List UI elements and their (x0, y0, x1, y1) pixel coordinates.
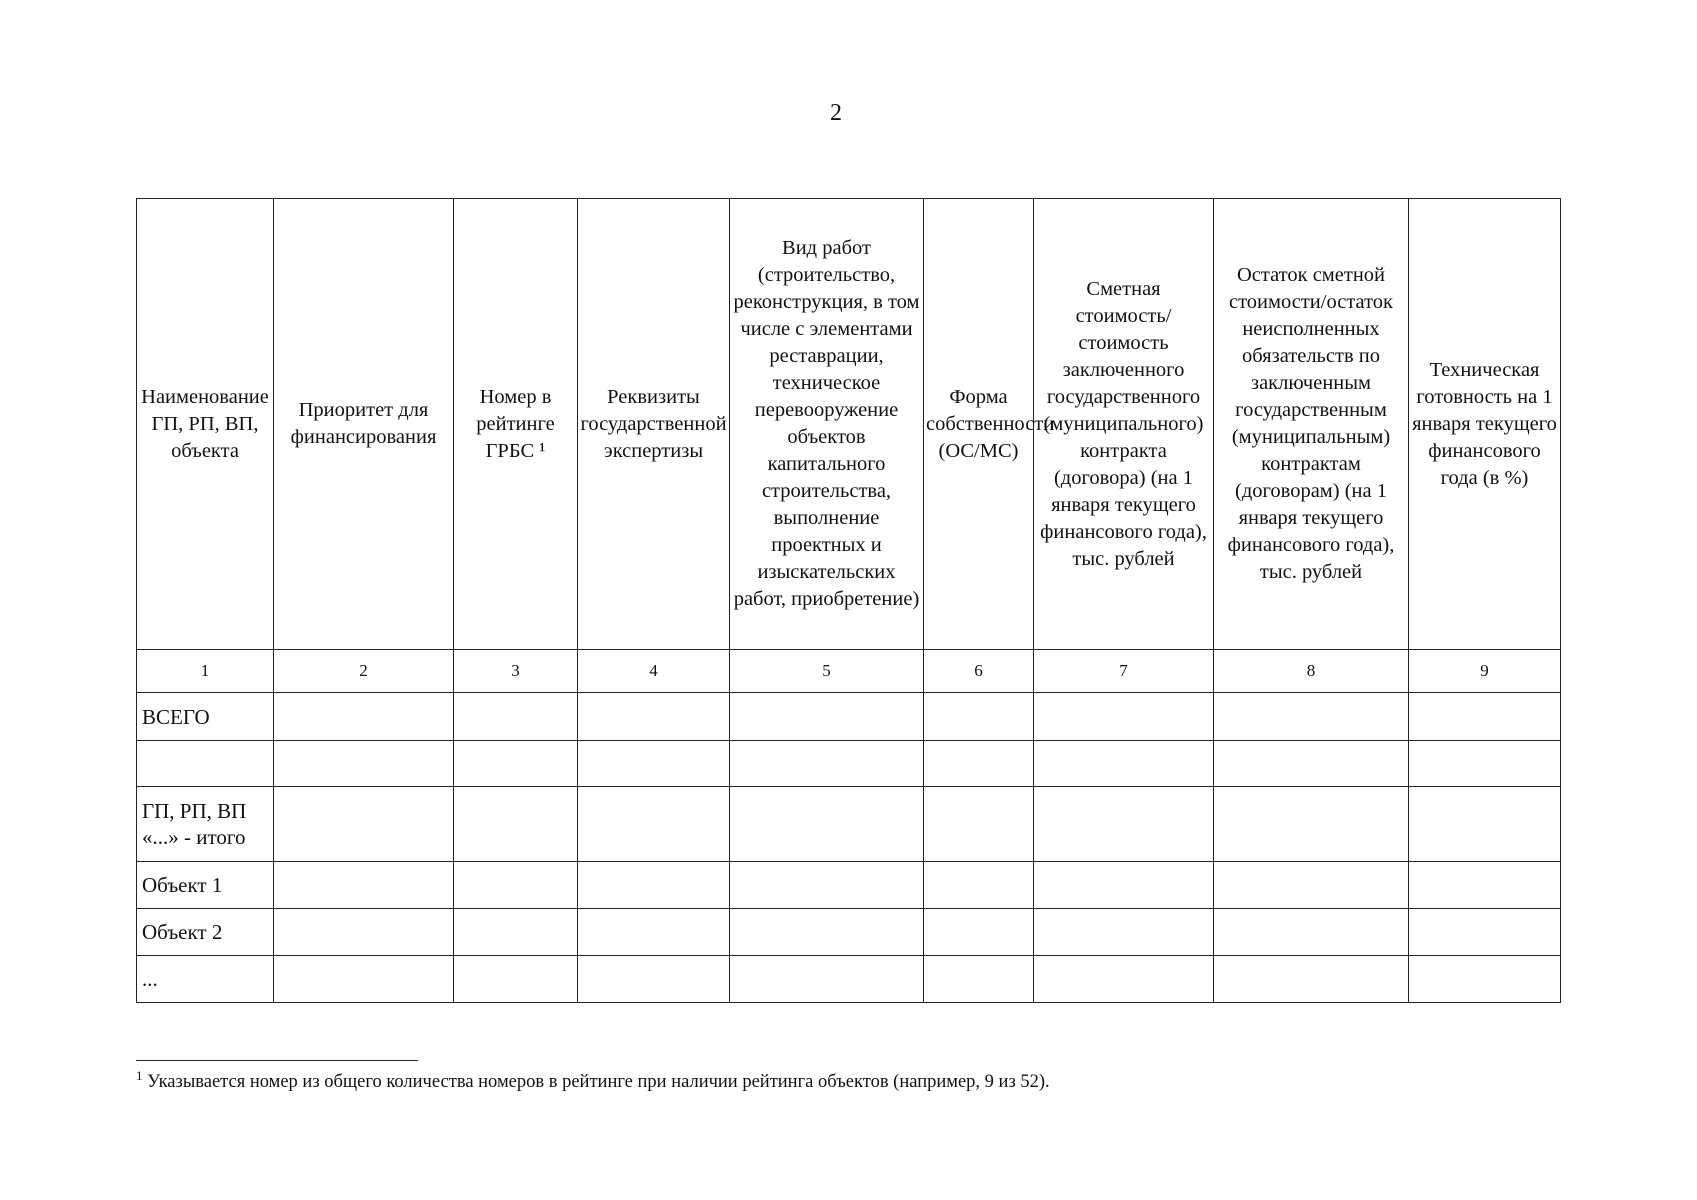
table-cell (1409, 787, 1561, 862)
header-readiness: Техническая готовность на 1 января текущего финансового года (в %) (1409, 199, 1561, 650)
column-number: 7 (1034, 650, 1214, 693)
header-expertise: Реквизиты государственной экспертизы (578, 199, 730, 650)
header-estimated-cost: Сметная стоимость/стоимость заключенного государственного (муниципального) контракта (договора) (на 1 января текущего финансового года), тыс. рублей (1034, 199, 1214, 650)
table-cell (730, 909, 924, 956)
table-cell (1409, 741, 1561, 787)
table-cell (274, 862, 454, 909)
table-cell (1034, 741, 1214, 787)
table-cell (730, 862, 924, 909)
header-priority: Приоритет для финансирования (274, 199, 454, 650)
table-cell (1409, 862, 1561, 909)
row-label: Объект 1 (137, 862, 274, 909)
footnote-mark: 1 (136, 1068, 143, 1083)
header-rating-number: Номер в рейтинге ГРБС ¹ (454, 199, 578, 650)
column-number: 5 (730, 650, 924, 693)
table-cell (1034, 787, 1214, 862)
table-cell (454, 862, 578, 909)
table-cell (1034, 909, 1214, 956)
header-ownership: Форма собственности (ОС/МС) (924, 199, 1034, 650)
table-cell (730, 741, 924, 787)
table-cell (578, 787, 730, 862)
column-number: 3 (454, 650, 578, 693)
table-cell (1214, 741, 1409, 787)
table-cell (578, 741, 730, 787)
table-row-empty (137, 741, 1561, 787)
table-cell (924, 909, 1034, 956)
table-cell (1409, 909, 1561, 956)
table-cell (1214, 787, 1409, 862)
table-row-object-2 (137, 909, 1561, 956)
footnote-divider (136, 1060, 418, 1061)
table-cell (1409, 693, 1561, 741)
table-cell (924, 956, 1034, 1003)
table-cell (1409, 956, 1561, 1003)
row-label (137, 741, 274, 787)
header-remaining-cost: Остаток сметной стоимости/остаток неисполненных обязательств по заключенным государственным (муниципальным) контрактам (договорам) (на 1 января текущего финансового года), тыс. рублей (1214, 199, 1409, 650)
table-cell (1034, 693, 1214, 741)
table-cell (578, 862, 730, 909)
table-cell (454, 787, 578, 862)
table-cell (730, 693, 924, 741)
page-number: 2 (830, 100, 842, 126)
table-cell (730, 787, 924, 862)
table-cell (274, 956, 454, 1003)
table-row-ellipsis (137, 956, 1561, 1003)
header-work-type: Вид работ (строительство, реконструкция, в том числе с элементами реставрации, техническое перевооружение объектов капитального строительства, выполнение проектных и изыскательских работ, приобретение) (730, 199, 924, 650)
table-cell (1034, 956, 1214, 1003)
table-cell (454, 741, 578, 787)
column-number-row (137, 650, 1561, 693)
column-number: 9 (1409, 650, 1561, 693)
table-row-object-1 (137, 862, 1561, 909)
column-number: 2 (274, 650, 454, 693)
table-cell (274, 693, 454, 741)
table-cell (454, 693, 578, 741)
table-cell (454, 956, 578, 1003)
column-number: 4 (578, 650, 730, 693)
table-cell (1214, 862, 1409, 909)
column-number: 1 (137, 650, 274, 693)
header-row (137, 199, 1561, 650)
objects-table (136, 198, 1561, 1003)
row-label: Объект 2 (137, 909, 274, 956)
table-cell (924, 741, 1034, 787)
table-row-total (137, 693, 1561, 741)
table-cell (578, 693, 730, 741)
table-cell (1214, 909, 1409, 956)
table-cell (1214, 693, 1409, 741)
row-label: ГП, РП, ВП «...» - итого (137, 787, 274, 862)
table-cell (578, 956, 730, 1003)
table-cell (578, 909, 730, 956)
table-cell (924, 693, 1034, 741)
table-cell (274, 909, 454, 956)
table-cell (274, 741, 454, 787)
table-cell (730, 956, 924, 1003)
footnote-text: Указывается номер из общего количества номеров в рейтинге при наличии рейтинга объектов (например, 9 из 52). (147, 1072, 1050, 1093)
row-label: ВСЕГО (137, 693, 274, 741)
row-label: ... (137, 956, 274, 1003)
table-cell (274, 787, 454, 862)
column-number: 8 (1214, 650, 1409, 693)
table-cell (1034, 862, 1214, 909)
table-cell (924, 862, 1034, 909)
table-cell (924, 787, 1034, 862)
column-number: 6 (924, 650, 1034, 693)
table-cell (1214, 956, 1409, 1003)
table-row-program-total (137, 787, 1561, 862)
header-name: Наименование ГП, РП, ВП, объекта (137, 199, 274, 650)
footnote (136, 1068, 1050, 1093)
table-cell (454, 909, 578, 956)
